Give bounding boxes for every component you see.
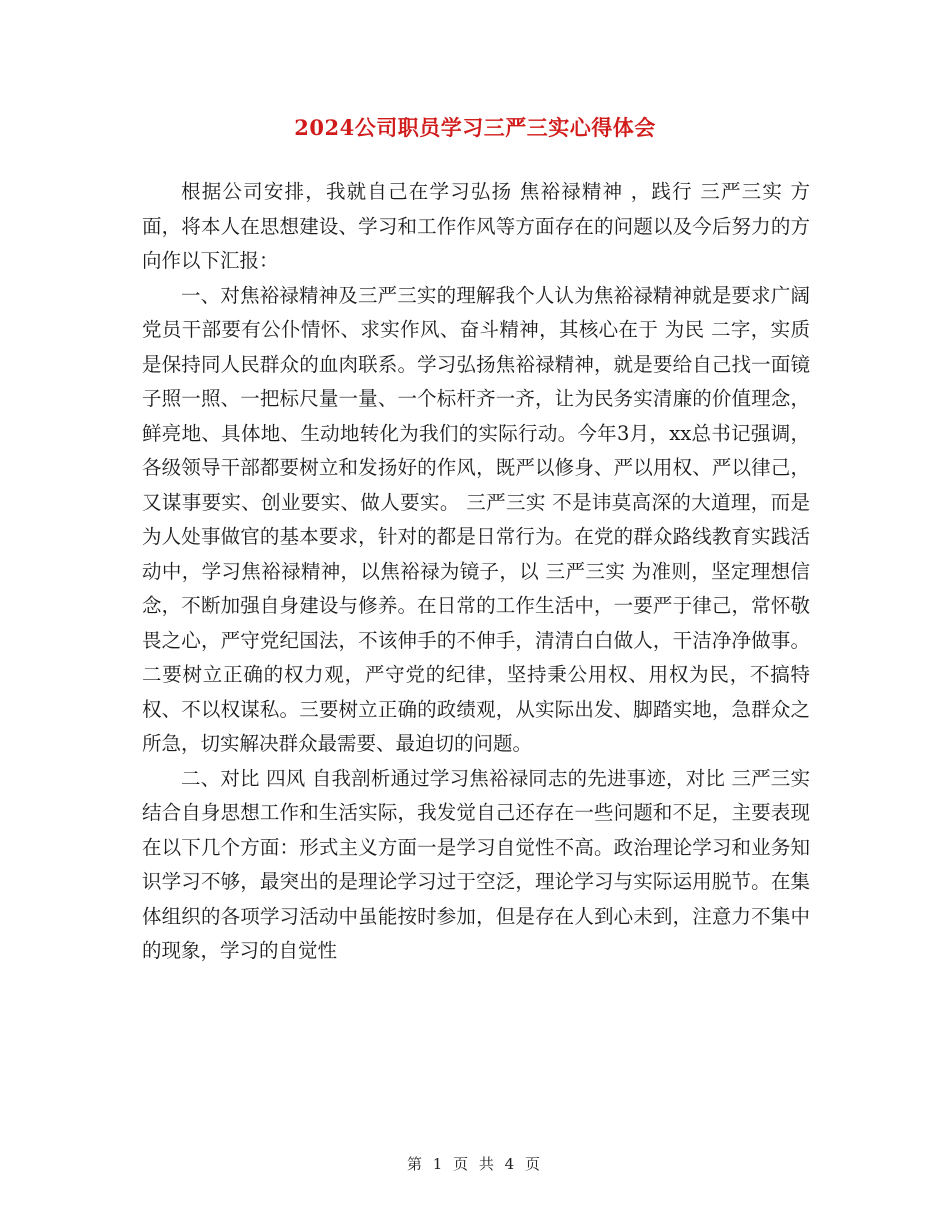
- page-footer: 第 1 页 共 4 页: [407, 1155, 543, 1173]
- document-body: [142, 175, 810, 969]
- paragraph-section-two: 二、对比 四风 自我剖析通过学习焦裕禄同志的先进事迹，对比 三严三实 结合自身思想工作和生活实际，我发觉自己还存在一些问题和不足，主要表现在以下几个方面：形式主义方面一是学习自觉性不高。政治理论学习和业务知识学习不够，最突出的是理论学习过于空泛，理论学习与实际运用脱节。在集体组织的各项学习活动中虽能按时参加，但是存在人到心未到，注意力不集中的现象，学习的自觉性: [142, 766, 810, 962]
- paragraph-intro: 根据公司安排，我就自己在学习弘扬 焦裕禄精神 ，践行 三严三实 方面，将本人在思想建设、学习和工作作风等方面存在的问题以及今后努力的方向作以下汇报：: [142, 180, 810, 272]
- paragraph-section-one: 一、对焦裕禄精神及三严三实的理解我个人认为焦裕禄精神就是要求广阔党员干部要有公仆情怀、求实作风、奋斗精神，其核心在于 为民 二字，实质是保持同人民群众的血肉联系。学习弘扬焦裕禄精神，就是要给自己找一面镜子照一照、一把标尺量一量、一个标杆齐一齐，让为民务实清廉的价值理念，鲜亮地、具体地、生动地转化为我们的实际行动。今年3月，xx总书记强调，各级领导干部都要树立和发扬好的作风，既严以修身、严以用权、严以律己，又谋事要实、创业要实、做人要实。 三严三实 不是讳莫高深的大道理，而是为人处事做官的基本要求，针对的都是日常行为。在党的群众路线教育实践活动中，学习焦裕禄精神，以焦裕禄为镜子，以 三严三实 为准则，坚定理想信念，不断加强自身建设与修养。在日常的工作生活中，一要严于律己，常怀敬畏之心，严守党纪国法，不该伸手的不伸手，清清白白做人，干洁净净做事。二要树立正确的权力观，严守党的纪律，坚持秉公用权、用权为民，不搞特权、不以权谋私。三要树立正确的政绩观，从实际出发、脚踏实地，急群众之所急，切实解决群众最需要、最迫切的问题。: [142, 283, 810, 755]
- document-title: 2024公司职员学习三严三实心得体会: [294, 115, 656, 140]
